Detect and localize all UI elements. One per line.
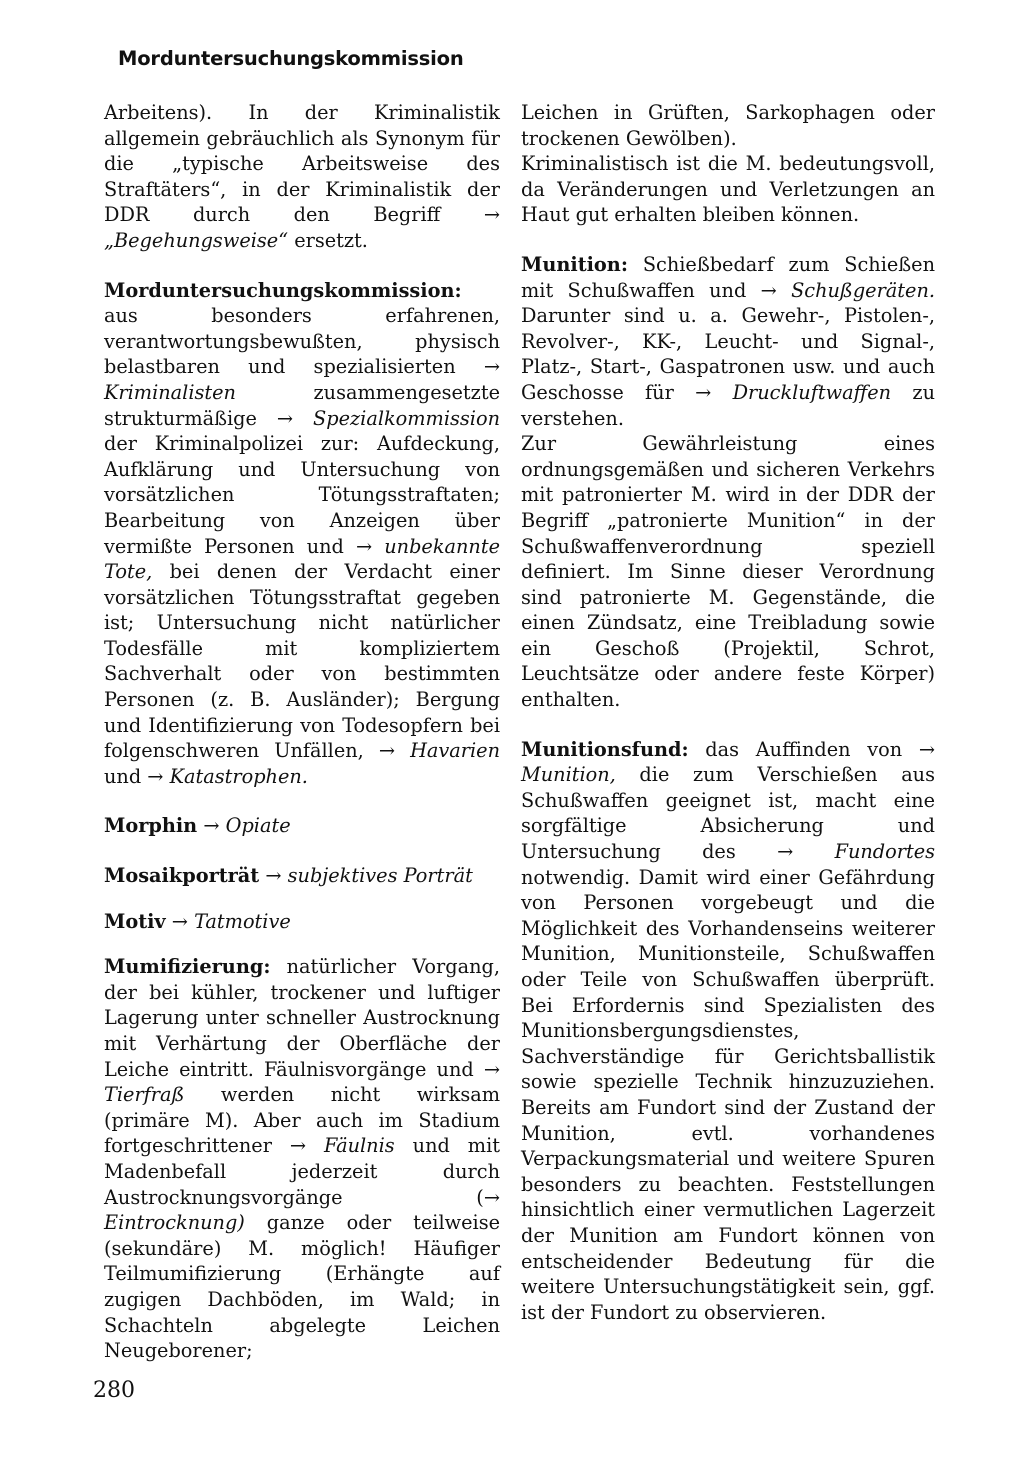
cross-reference: Fäulnis (324, 1134, 395, 1158)
entry-term: Mumifizierung: (104, 955, 271, 979)
entry-motiv (104, 909, 500, 935)
entry-text: Leichen in Grüften, Sarkophagen oder trockenen Gewölben). (521, 101, 935, 150)
entry-text: ganze oder teilweise (sekundäre) M. möglich! Häufiger Teilmumifizierung (Erhängte auf zugigen Dachböden, im Wald; in Schachteln abgelegte Leichen Neugeborener; (104, 1211, 500, 1363)
entry-text: werden nicht wirksam (primäre M). Aber auch im Stadium fortgeschrittener → (104, 1083, 500, 1158)
entry-text: natürlicher Vorgang, der bei kühler, trockener und luftiger Lagerung unter schneller Austrocknung mit Verhärtung der Oberfläche der Leiche eintritt. Fäulnisvorgänge und → (104, 955, 500, 1081)
entry-term: Morphin (104, 814, 198, 838)
entry-text: bei denen der Verdacht einer vorsätzlichen Tötungsstraftat gegeben ist; Untersuchung nicht natürlicher Todesfälle mit kompliziertem Sachverhalt oder von bestimmten Personen (z. B. Ausländer); Bergung und Identifizierung von Todesopfern bei folgenschweren Unfällen, → (104, 560, 500, 763)
cross-reference: Fundortes (834, 840, 935, 864)
entry-munitionsfund (521, 737, 935, 1326)
entry-mumifizierung-continuation (521, 100, 935, 151)
cross-reference: Eintrocknung) (104, 1211, 245, 1235)
entry-text: Zur Gewährleistung eines ordnungsgemäßen und sicheren Verkehrs mit patronierter M. wird in der DDR der Begriff „patronierte Munition“ in der Schußwaffenverordnung speziell definiert. Im Sinne dieser Verordnung sind patronierte M. Gegenstände, die einen Zündsatz, eine Treibladung sowie ein Geschoß (Projektil, Schrot, Leuchtsätze oder andere feste Körper) enthalten. (521, 432, 935, 712)
cross-reference: Katastrophen. (169, 764, 308, 788)
entry-text: Kriminalistisch ist die M. bedeutungsvoll, da Veränderungen und Verletzungen an Haut gut erhalten bleiben können. (521, 152, 935, 227)
cross-reference: Kriminalisten (104, 380, 236, 404)
cross-reference: Spezialkommission (313, 406, 500, 430)
entry-term: Munitionsfund: (521, 737, 689, 761)
cross-reference: Schußgeräten. (791, 278, 935, 302)
entry-term: Motiv (104, 909, 166, 933)
entry-text: die zum Verschießen aus Schußwaffen geeignet ist, macht eine sorgfältige Absicherung und Untersuchung des → (521, 763, 935, 864)
entry-mosaikportraet (104, 863, 500, 889)
entry-text: das Auffinden von → (688, 737, 935, 761)
entry-term: Morduntersuchungskommission: (104, 278, 462, 302)
entry-text: Schießbedarf zum Schießen mit Schußwaffen und → (521, 252, 935, 302)
entry-morphin (104, 813, 500, 839)
arrow: → (259, 864, 288, 888)
entry-text: Darunter sind u. a. Gewehr-, Pistolen-, Revolver-, KK-, Leucht- und Signal-, Platz-, Start-, Gaspatronen usw. und auch Geschosse für → (521, 304, 935, 404)
cross-reference: Druckluftwaffen (732, 380, 892, 404)
cross-reference: Tierfraß (104, 1083, 185, 1107)
entry-arbeitens-continuation (104, 100, 500, 254)
entry-text: notwendig. Damit wird einer Gefährdung von Personen vorgebeugt und die Möglichkeit des Vorhandenseins weiterer Munition, Munitionsteile, Schußwaffen oder Teile von Schußwaffen überprüft. Bei Erfordernis sind Spezialisten des Munitionsbergungsdienstes, Sachverständige für Gerichtsballistik sowie spezielle Technik hinzuzuziehen. Bereits am Fundort sind der Zustand der Munition, evtl. vorhandenes Verpackungsmaterial und weitere Spuren besonders zu beachten. Feststellungen hinsichtlich einer vermutlichen Lagerzeit der Munition am Fundort können von entscheidender Bedeutung für die weitere Untersuchungstätigkeit sein, ggf. ist der Fundort zu observieren. (521, 865, 935, 1324)
page-number: 280 (93, 1378, 135, 1403)
right-column (521, 100, 935, 1325)
entry-text: Arbeitens). In der Kriminalistik allgemein gebräuchlich als Synonym für die „typische Arbeitsweise des Straftäters“, in der Kriminalistik der DDR durch den Begriff → (104, 101, 500, 227)
entry-term: Mosaikporträt (104, 864, 260, 888)
entry-morduntersuchungskommission (104, 278, 500, 790)
cross-reference: Tatmotive (194, 909, 291, 933)
cross-reference: Munition, (521, 763, 616, 787)
left-column (104, 100, 500, 1364)
entry-text: ersetzt. (288, 228, 368, 252)
entry-text: der Kriminalpolizei zur: Aufdeckung, Aufklärung und Untersuchung von vorsätzlichen Tötungsstraftaten; Bearbeitung von Anzeigen über vermißte Personen und → (104, 432, 500, 558)
entry-term: Munition: (521, 252, 628, 276)
entry-text: und → (104, 764, 170, 788)
entry-text: und mit Madenbefall jederzeit durch Austrocknungsvorgänge (→ (104, 1134, 501, 1209)
cross-reference: Havarien (410, 739, 500, 763)
cross-reference: unbekannte Tote, (104, 534, 500, 584)
entry-mumifizierung-paragraph (521, 151, 935, 228)
entry-text: zu verstehen. (521, 380, 935, 430)
cross-reference: „Begehungsweise“ (104, 228, 289, 252)
cross-reference: Opiate (225, 814, 291, 838)
entry-text: zusammengesetzte strukturmäßige → (104, 380, 500, 430)
entry-text: aus besonders erfahrenen, verantwortungsbewußten, physisch belastbaren und spezialisierten → (104, 304, 500, 379)
arrow: → (165, 909, 195, 933)
arrow: → (197, 814, 226, 838)
cross-reference: subjektives Porträt (287, 864, 473, 888)
entry-munition-paragraph (521, 431, 935, 713)
entry-munition (521, 252, 935, 431)
entry-mumifizierung (104, 954, 500, 1364)
running-head: Morduntersuchungskommission (118, 47, 464, 70)
